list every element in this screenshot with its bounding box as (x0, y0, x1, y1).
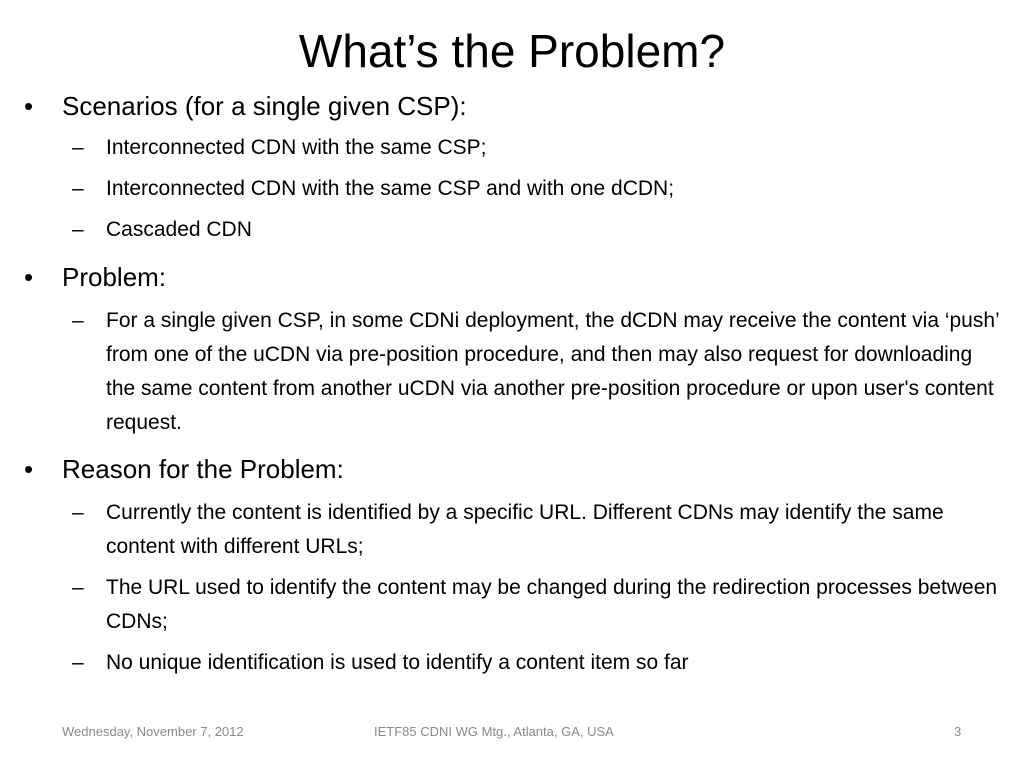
dash-marker: – (72, 651, 84, 674)
sub-bullet-text: The URL used to identify the content may be changed during the redirection processes between CDNs; (106, 576, 998, 633)
footer-date: Wednesday, November 7, 2012 (62, 724, 244, 739)
sub-bullet-text: Interconnected CDN with the same CSP; (106, 136, 487, 159)
bullet-text: Reason for the Problem: (62, 454, 344, 484)
dash-marker: – (72, 177, 84, 200)
slide-title: What’s the Problem? (298, 25, 726, 77)
sub-bullet-text: For a single given CSP, in some CDNi deployment, the dCDN may receive the content via ‘push’ from one of the uCDN via pre-position procedure, and then may also request for downloading the same content from another uCDN via another pre-position procedure or upon user's content request. (106, 309, 999, 434)
sub-bullet-text: Cascaded CDN (106, 218, 252, 241)
dash-marker: – (72, 218, 84, 241)
bullet-text: Scenarios (for a single given CSP): (62, 91, 467, 121)
sub-bullet-text: Interconnected CDN with the same CSP and with one dCDN; (106, 177, 675, 200)
dash-marker: – (72, 501, 84, 524)
dash-marker: – (72, 309, 84, 332)
bullet-marker: • (24, 454, 34, 484)
bullet-marker: • (24, 262, 34, 292)
bullet-text: Problem: (62, 262, 167, 292)
sub-bullet-text: No unique identification is used to identify a content item so far (106, 651, 689, 674)
slide-number: 3 (954, 724, 962, 739)
bullet-marker: • (24, 91, 34, 121)
dash-marker: – (72, 576, 84, 599)
footer-event: IETF85 CDNI WG Mtg., Atlanta, GA, USA (374, 724, 614, 739)
sub-bullet-text: Currently the content is identified by a specific URL. Different CDNs may identify the same content with different URLs; (106, 501, 944, 558)
dash-marker: – (72, 136, 84, 159)
